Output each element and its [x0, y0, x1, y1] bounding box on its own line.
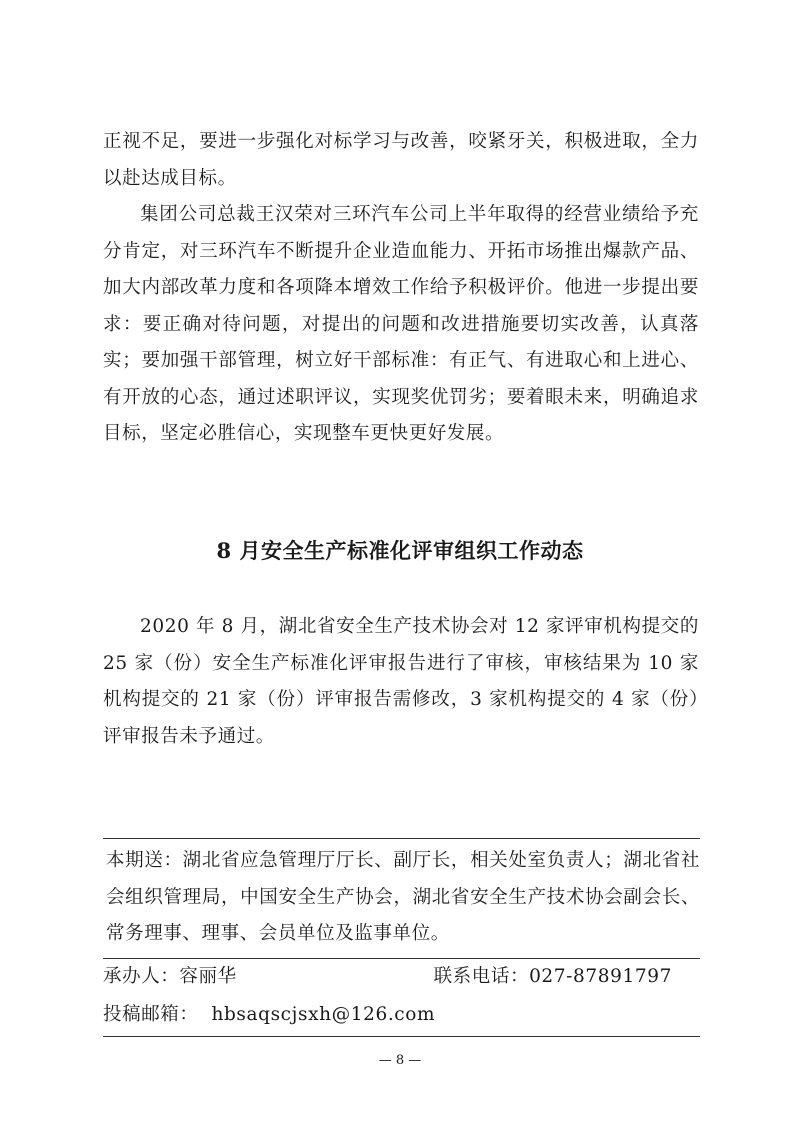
divider-bottom	[103, 1036, 700, 1037]
divider-middle	[103, 958, 700, 959]
paragraph-president-remarks: 集团公司总裁王汉荣对三环汽车公司上半年取得的经营业绩给予充分肯定，对三环汽车不断提升企业造血能力、开拓市场推出爆款产品、加大内部改革力度和各项降本增效工作给予积极评价。他进一步提出要求：要正确对待问题，对提出的问题和改进措施要切实改善，认真落实；要加强干部管理，树立好干部标准：有正气、有进取心和上进心、有开放的心态，通过述职评议，实现奖优罚劣；要着眼未来，明确追求目标，坚定必胜信心，实现整车更快更好发展。	[103, 204, 699, 444]
article-title: 8 月安全生产标准化评审组织工作动态	[216, 538, 584, 563]
article-body: 2020 年 8 月，湖北省安全生产技术协会对 12 家评审机构提交的 25 家（份）安全生产标准化评审报告进行了审核，审核结果为 10 家机构提交的 21 家（份）评审报告需修改，3 家机构提交的 4 家（份）评审报告未予通过。	[103, 616, 699, 747]
handler-text: 承办人：容丽华	[103, 966, 237, 987]
phone-text: 联系电话：027-87891797	[433, 966, 672, 987]
divider-top	[103, 838, 700, 839]
distribution-list: 本期送：湖北省应急管理厅厅长、副厅长，相关处室负责人；湖北省社会组织管理局，中国安全生产协会，湖北省安全生产技术协会副会长、常务理事、理事、会员单位及监事单位。	[106, 850, 700, 944]
page-number: — 8 —	[378, 1053, 422, 1068]
contact-row	[103, 960, 700, 994]
email-row	[103, 998, 700, 1032]
paragraph-continuation: 正视不足，要进一步强化对标学习与改善，咬紧牙关，积极进取，全力以赴达成目标。	[103, 131, 699, 189]
email-text: 投稿邮箱： hbsaqscjsxh@126.com	[103, 1004, 436, 1025]
